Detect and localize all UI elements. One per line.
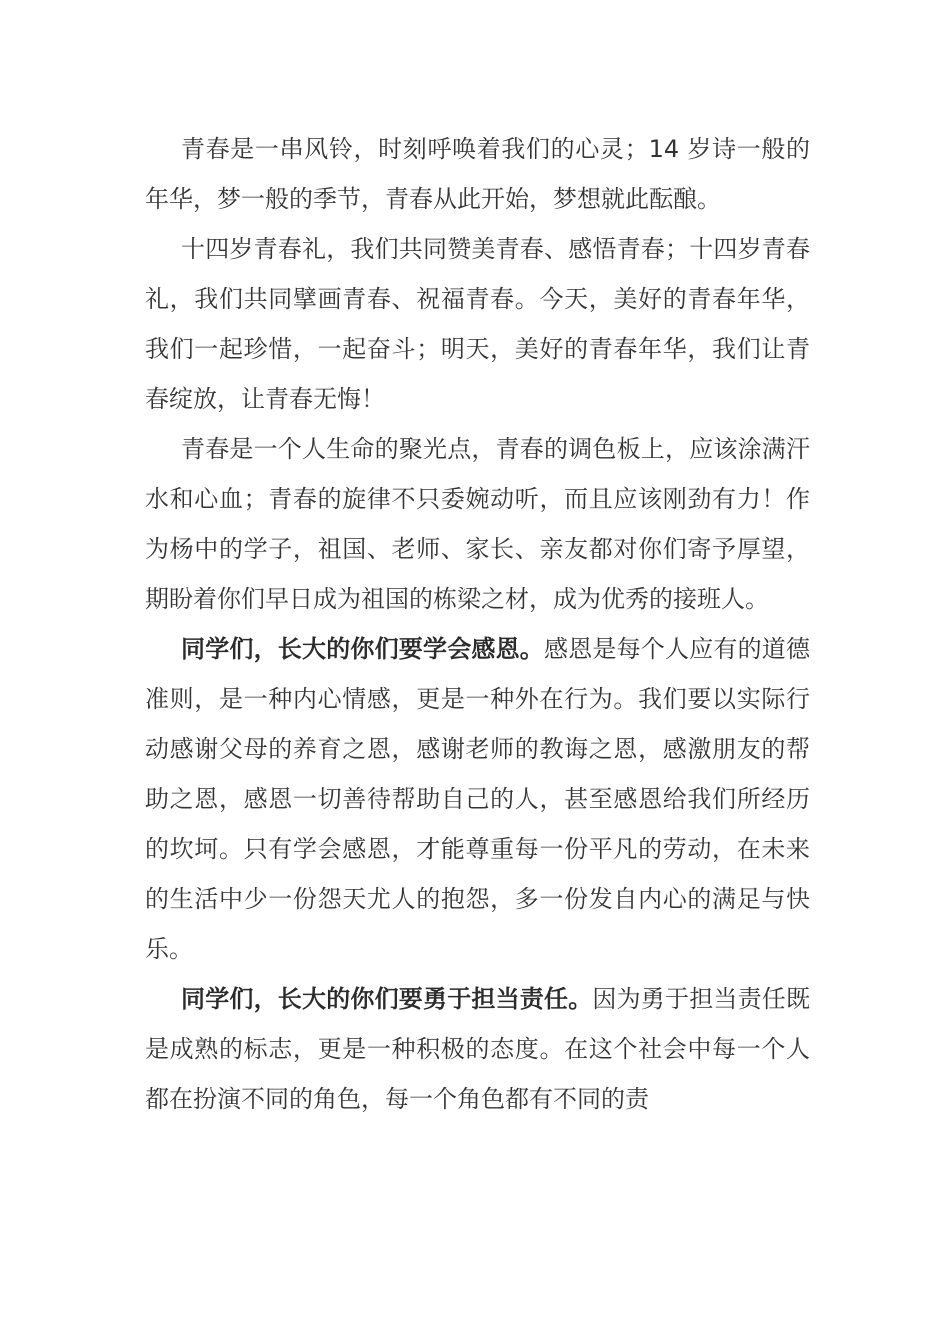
paragraph-1: [145, 124, 810, 224]
document-body: [145, 124, 810, 1124]
paragraph-5-lead: 同学们，长大的你们要勇于担当责任。: [181, 985, 593, 1013]
paragraph-3-text: 青春是一个人生命的聚光点，青春的调色板上，应该涂满汗水和心血；青春的旋律不只委婉动听，而且应该刚劲有力！作为杨中的学子，祖国、老师、家长、亲友都对你们寄予厚望，期盼着你们早日成为祖国的栋梁之材，成为优秀的接班人。: [145, 435, 810, 613]
paragraph-3: [145, 424, 810, 624]
paragraph-5-text: 因为勇于担当责任既是成熟的标志，更是一种积极的态度。在这个社会中每一个人都在扮演不同的角色，每一个角色都有不同的责: [145, 985, 811, 1113]
paragraph-5: [145, 974, 810, 1124]
paragraph-4-lead: 同学们，长大的你们要学会感恩。: [181, 635, 544, 663]
paragraph-2: [145, 224, 810, 424]
paragraph-4: [145, 624, 810, 974]
paragraph-1-text: 青春是一串风铃，时刻呼唤着我们的心灵；14 岁诗一般的年华，梦一般的季节，青春从此开始，梦想就此酝酿。: [145, 135, 810, 213]
paragraph-2-text: 十四岁青春礼，我们共同赞美青春、感悟青春；十四岁青春礼，我们共同擘画青春、祝福青春。今天，美好的青春年华，我们一起珍惜，一起奋斗；明天，美好的青春年华，我们让青春绽放，让青春无悔！: [145, 235, 810, 413]
paragraph-4-text: 感恩是每个人应有的道德准则，是一种内心情感，更是一种外在行为。我们要以实际行动感谢父母的养育之恩，感谢老师的教诲之恩，感激朋友的帮助之恩，感恩一切善待帮助自己的人，甚至感恩给我们所经历的坎坷。只有学会感恩，才能尊重每一份平凡的劳动，在未来的生活中少一份怨天尤人的抱怨，多一份发自内心的满足与快乐。: [145, 635, 810, 963]
